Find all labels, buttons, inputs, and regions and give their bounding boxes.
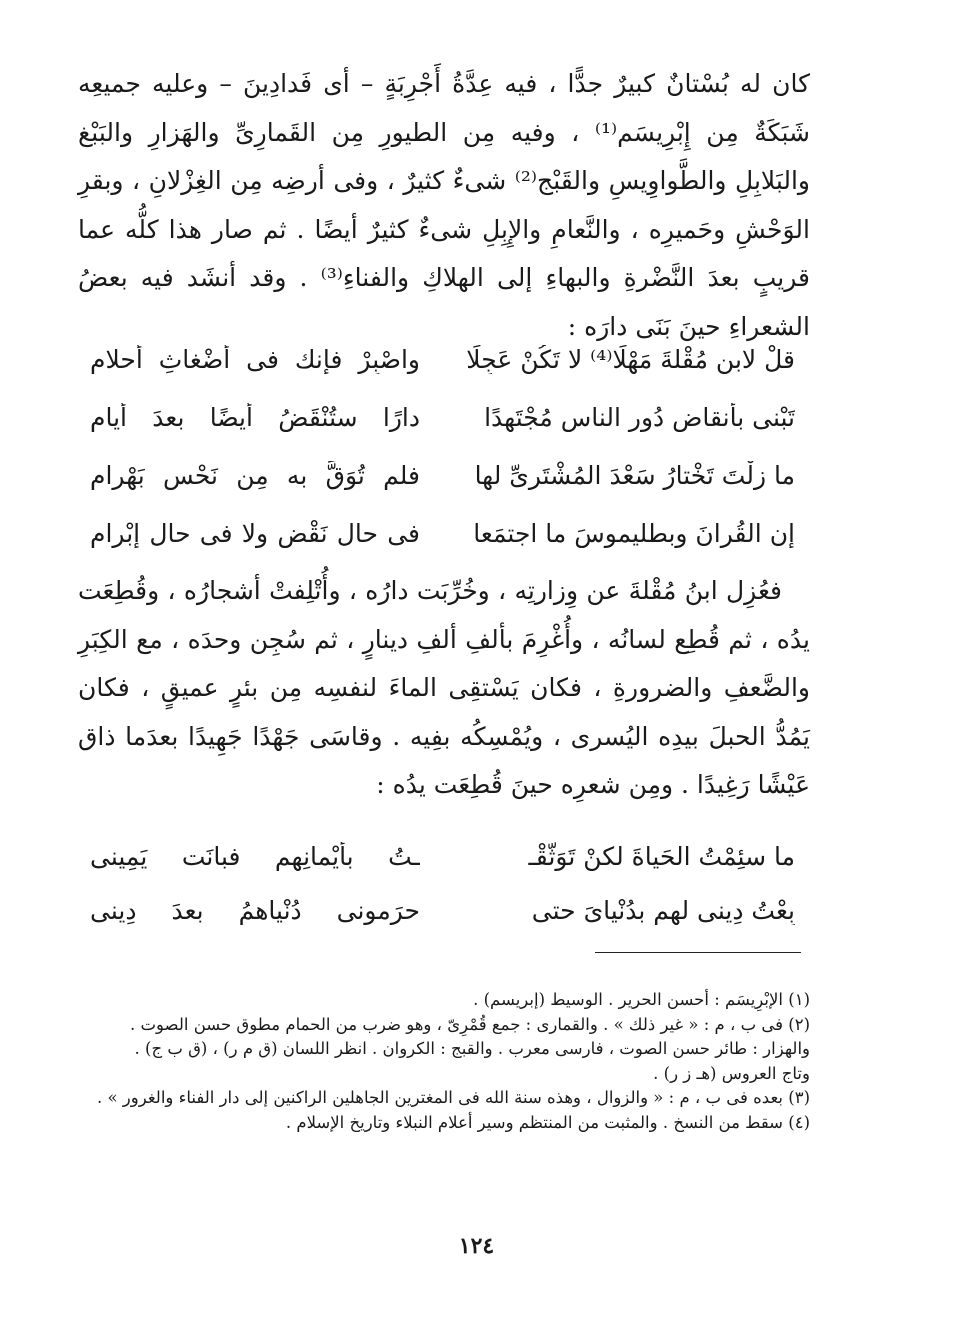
verse-first-hemistich: قلْ لابنِ مُقْلةَ مَهْلًا⁽⁴⁾ لا تَكُنْ عَجِلًا [466,344,795,374]
verse-first-hemistich: ما زِلْتَ تَخْتارُ سَعْدَ المُشْتَرِىِّ لها [474,460,795,490]
verse-second-hemistich: فى حالِ نَقْضٍ ولا فى حالِ إبْرامِ [90,518,420,548]
verse-second-hemistich: فلم تُوَقَّ به مِن نَحْسِ بَهْرامِ [90,460,420,490]
footnote-line: والهزار : طائر حسن الصوت ، فارسى معرب . والقبج : الكروان . انظر اللسان (ق م ر) ، (ق ب ج) . [134,1039,810,1058]
poem-verse [90,446,795,504]
poem-1 [90,330,795,562]
footnote-line: وتاج العروس (هـ ز ر) . [653,1063,810,1083]
poem-verse [90,504,795,562]
verse-first-hemistich: تَبْنى بأنقاضِ دُورِ الناسِ مُجْتَهِدًا [484,402,795,432]
body-paragraph-1 [78,60,810,351]
verse-second-hemistich: دارًا ستُنْقَضُ أيضًا بعدَ أيامِ [90,402,420,432]
paragraph-text: فعُزِل ابنُ مُقْلةَ عن وِزارتِه ، وخُرِّبَت دارُه ، وأُتْلِفتْ أشجارُه ، وقُطِعَت يدُه ، ثم قُطِع لسانُه ، وأُغْرِمَ بألفِ ألفِ دينارٍ ، ثم سُجِن وحدَه ، مع الكِبَرِ والضَّعفِ والضرورةِ ، فكان يَسْتقِى الماءَ لنفسِه مِن بئرٍ عميقٍ ، فكان يَمُدُّ الحبلَ بيدِه اليُسرى ، ويُمْسِكُه بفِيه . وقاسَى جَهْدًا جَهِيدًا بعدَما ذاق عَيْشًا رَغِيدًا . ومِن شعرِه حينَ قُطِعَت يدُه : [78,576,810,799]
poem-verse [90,883,795,937]
footnote-line: (١) الإبْرِيسَم : أحسن الحرير . الوسيط (إبريسم) . [473,990,810,1009]
verse-second-hemistich: واصْبِرْ فإنك فى أَضْغاثِ أحلامِ [90,344,420,374]
body-paragraph-2 [78,567,810,810]
page-number: ١٢٤ [458,1233,495,1259]
poem-2 [90,829,795,937]
verse-second-hemistich: ـتُ بأَيْمانِهم فبانَت يَمِينى [90,841,420,871]
footnote-line: (٤) سقط من النسخ . والمثبت من المنتظم وسير أعلام النبلاء وتاريخ الإسلام . [285,1112,810,1132]
verse-first-hemistich: إن القُرانَ وبطليموسَ ما اجتمَعا [473,518,795,548]
footnote-line: (٢) فى ب ، م : « غير ذلك » . والقمارى : جمع قُمْرِىّ ، وهو ضرب من الحمام مطوق حسن الصوت . [130,1014,810,1034]
verse-second-hemistich: حرَمونى دُنْياهمُ بعدَ دِينى [90,895,420,925]
footnote-separator [595,952,801,953]
verse-first-hemistich: بِعْتُ دِينى لهم بدُنْياىَ حتى [531,895,795,925]
poem-verse [90,829,795,883]
paragraph-text: كان له بُسْتانٌ كبيرٌ جدًّا ، فيه عِدَّةُ أَجْرِبَةٍ – أى فَدادِينَ – وعليه جميعِه شَبَكَةٌ مِن إِبْرِيسَم⁽¹⁾ ، وفيه مِن الطيورِ مِن القَمارِىِّ والهَزارِ والبَبْغ والبَلابِلِ والطَّواوِيسِ والقَبْج⁽²⁾ شىءٌ كثيرٌ ، وفى أرضِه مِن الغِزْلانِ ، وبقرِ الوَحْشِ وحَميرِه ، والنَّعامِ والإِبِلِ شىءٌ كثيرٌ أيضًا . ثم صار هذا كلُّه عما قريبٍ بعدَ النَّضْرةِ والبهاءِ إلى الهلاكِ والفناءِ⁽³⁾ . وقد أنشَد فيه بعضُ الشعراءِ حينَ بَنَى دارَه : [78,69,810,341]
footnotes [78,988,810,1135]
footnote-line: (٣) بعده فى ب ، م : « والزوال ، وهذه سنة الله فى المغترين الجاهلين الراكنين إلى دار الفناء والغرور » . [96,1088,810,1107]
verse-first-hemistich: ما سئِمْتُ الحَياةَ لكنْ تَوَثَّقْـ [528,841,795,871]
poem-verse [90,330,795,388]
poem-verse [90,388,795,446]
